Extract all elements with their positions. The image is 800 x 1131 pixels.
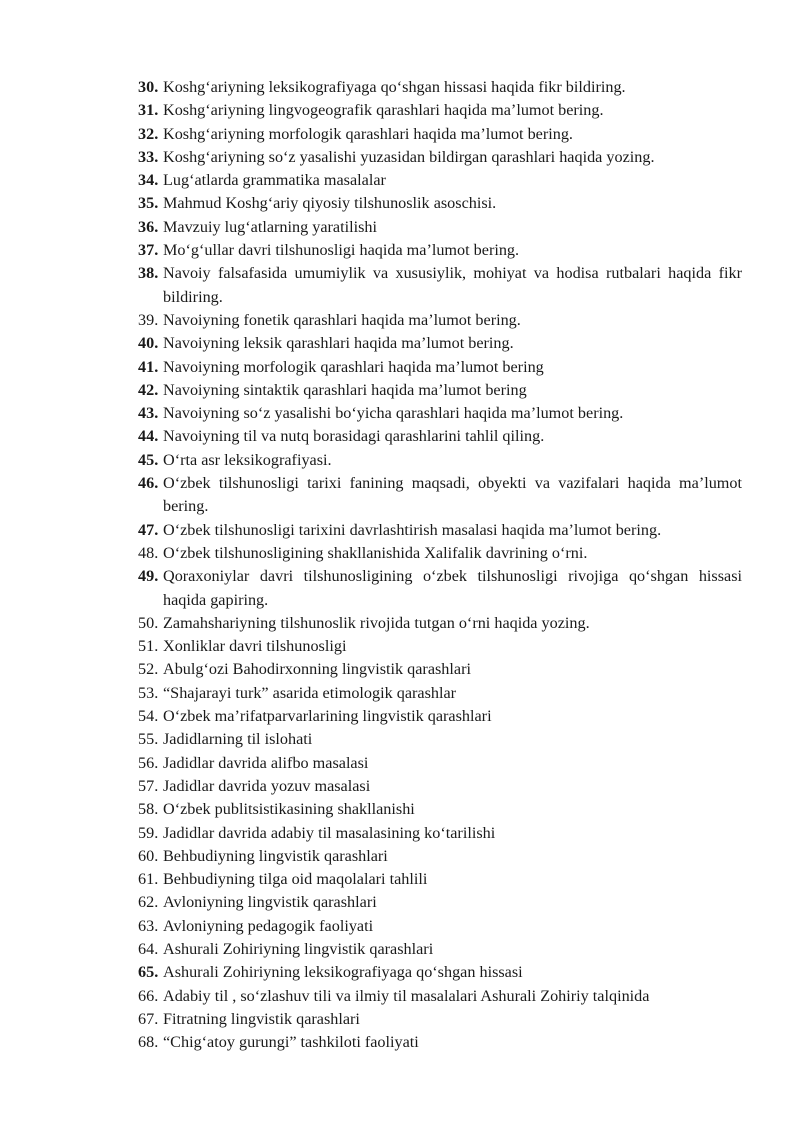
- question-number: 58.: [138, 800, 159, 819]
- question-text: Navoiyning sintaktik qarashlari haqida ma’lumot bering: [163, 380, 527, 399]
- question-number: 64.: [138, 939, 159, 958]
- list-item: [138, 1008, 742, 1031]
- list-item: [138, 402, 742, 425]
- list-item: [138, 565, 742, 612]
- question-number: 43.: [138, 404, 159, 423]
- list-item: [138, 938, 742, 961]
- question-text: Navoiy falsafasida umumiylik va xususiylik, mohiyat va hodisa rutbalari haqida fikr bildiring.: [163, 264, 742, 306]
- list-item: [138, 798, 742, 821]
- question-number: 34.: [138, 171, 159, 190]
- question-number: 61.: [138, 870, 159, 889]
- question-number: 33.: [138, 147, 159, 166]
- list-item: [138, 216, 742, 239]
- list-item: [138, 146, 742, 169]
- document-page: [138, 76, 742, 1054]
- question-number: 32.: [138, 124, 159, 143]
- question-number: 65.: [138, 963, 159, 982]
- question-text: Avloniyning lingvistik qarashlari: [163, 893, 377, 912]
- question-number: 62.: [138, 893, 159, 912]
- list-item: [138, 705, 742, 728]
- question-number: 44.: [138, 427, 159, 446]
- question-number: 35.: [138, 194, 159, 213]
- question-number: 41.: [138, 357, 159, 376]
- list-item: [138, 123, 742, 146]
- question-number: 67.: [138, 1009, 159, 1028]
- question-number: 47.: [138, 520, 159, 539]
- list-item: [138, 449, 742, 472]
- question-number: 45.: [138, 450, 159, 469]
- list-item: [138, 915, 742, 938]
- question-text: O‘zbek tilshunosligining shakllanishida Xalifalik davrining o‘rni.: [163, 543, 588, 562]
- question-number: 48.: [138, 543, 159, 562]
- list-item: [138, 472, 742, 519]
- question-text: O‘rta asr leksikografiyasi.: [163, 450, 332, 469]
- list-item: [138, 682, 742, 705]
- question-number: 37.: [138, 241, 159, 260]
- question-text: Abulg‘ozi Bahodirxonning lingvistik qarashlari: [163, 660, 471, 679]
- question-text: Ashurali Zohiriyning lingvistik qarashlari: [163, 939, 434, 958]
- question-number: 42.: [138, 380, 159, 399]
- question-text: Mahmud Koshg‘ariy qiyosiy tilshunoslik asoschisi.: [163, 194, 497, 213]
- question-text: Koshg‘ariyning lingvogeografik qarashlari haqida ma’lumot bering.: [163, 101, 604, 120]
- question-text: O‘zbek tilshunosligi tarixi fanining maqsadi, obyekti va vazifalari haqida ma’lumot bering.: [163, 474, 742, 516]
- question-text: Ashurali Zohiriyning leksikografiyaga qo‘shgan hissasi: [163, 963, 523, 982]
- question-text: Qoraxoniylar davri tilshunosligining o‘zbek tilshunosligi rivojiga qo‘shgan hissasi haqida gapiring.: [163, 567, 742, 609]
- list-item: [138, 985, 742, 1008]
- list-item: [138, 379, 742, 402]
- question-text: O‘zbek publitsistikasining shakllanishi: [163, 800, 415, 819]
- list-item: [138, 845, 742, 868]
- list-item: [138, 169, 742, 192]
- question-text: Lug‘atlarda grammatika masalalar: [163, 171, 386, 190]
- question-number: 54.: [138, 707, 159, 726]
- list-item: [138, 728, 742, 751]
- question-number: 53.: [138, 683, 159, 702]
- list-item: [138, 262, 742, 309]
- question-list: [138, 76, 742, 1054]
- question-number: 57.: [138, 776, 159, 795]
- question-number: 31.: [138, 101, 159, 120]
- question-text: Mavzuiy lug‘atlarning yaratilishi: [163, 217, 377, 236]
- list-item: [138, 612, 742, 635]
- list-item: [138, 635, 742, 658]
- question-text: Navoiyning so‘z yasalishi bo‘yicha qarashlari haqida ma’lumot bering.: [163, 404, 624, 423]
- list-item: [138, 309, 742, 332]
- question-text: O‘zbek ma’rifatparvarlarining lingvistik qarashlari: [163, 707, 492, 726]
- question-number: 38.: [138, 264, 159, 283]
- question-text: Jadidlarning til islohati: [163, 730, 313, 749]
- question-text: “Shajarayi turk” asarida etimologik qarashlar: [163, 683, 457, 702]
- question-text: Behbudiyning lingvistik qarashlari: [163, 846, 388, 865]
- question-number: 46.: [138, 474, 159, 493]
- question-number: 59.: [138, 823, 159, 842]
- question-number: 49.: [138, 567, 159, 586]
- question-text: “Chig‘atoy gurungi” tashkiloti faoliyati: [163, 1033, 419, 1052]
- list-item: [138, 356, 742, 379]
- list-item: [138, 542, 742, 565]
- question-text: Koshg‘ariyning leksikografiyaga qo‘shgan hissasi haqida fikr bildiring.: [163, 78, 626, 96]
- question-text: Zamahshariyning tilshunoslik rivojida tutgan o‘rni haqida yozing.: [163, 613, 590, 632]
- question-text: Navoiyning morfologik qarashlari haqida ma’lumot bering: [163, 357, 544, 376]
- list-item: [138, 891, 742, 914]
- question-number: 36.: [138, 217, 159, 236]
- question-number: 50.: [138, 613, 159, 632]
- question-text: Xonliklar davri tilshunosligi: [163, 637, 347, 656]
- list-item: [138, 99, 742, 122]
- question-text: Koshg‘ariyning so‘z yasalishi yuzasidan bildirgan qarashlari haqida yozing.: [163, 147, 655, 166]
- question-text: Jadidlar davrida alifbo masalasi: [163, 753, 369, 772]
- question-number: 55.: [138, 730, 159, 749]
- question-text: Navoiyning leksik qarashlari haqida ma’lumot bering.: [163, 334, 514, 353]
- question-number: 30.: [138, 78, 159, 96]
- list-item: [138, 961, 742, 984]
- question-text: Behbudiyning tilga oid maqolalari tahlili: [163, 870, 428, 889]
- list-item: [138, 192, 742, 215]
- question-number: 40.: [138, 334, 159, 353]
- list-item: [138, 752, 742, 775]
- list-item: [138, 868, 742, 891]
- question-text: Fitratning lingvistik qarashlari: [163, 1009, 360, 1028]
- question-number: 56.: [138, 753, 159, 772]
- question-text: Navoiyning til va nutq borasidagi qarashlarini tahlil qiling.: [163, 427, 545, 446]
- question-text: Jadidlar davrida adabiy til masalasining ko‘tarilishi: [163, 823, 496, 842]
- question-number: 68.: [138, 1033, 159, 1052]
- question-text: O‘zbek tilshunosligi tarixini davrlashtirish masalasi haqida ma’lumot bering.: [163, 520, 662, 539]
- list-item: [138, 76, 742, 99]
- question-text: Koshg‘ariyning morfologik qarashlari haqida ma’lumot bering.: [163, 124, 573, 143]
- question-number: 63.: [138, 916, 159, 935]
- list-item: [138, 332, 742, 355]
- question-text: Avloniyning pedagogik faoliyati: [163, 916, 374, 935]
- question-text: Jadidlar davrida yozuv masalasi: [163, 776, 371, 795]
- question-number: 66.: [138, 986, 159, 1005]
- list-item: [138, 239, 742, 262]
- question-number: 39.: [138, 310, 159, 329]
- list-item: [138, 658, 742, 681]
- question-number: 60.: [138, 846, 159, 865]
- list-item: [138, 775, 742, 798]
- list-item: [138, 425, 742, 448]
- list-item: [138, 519, 742, 542]
- question-text: Adabiy til , so‘zlashuv tili va ilmiy til masalalari Ashurali Zohiriy talqinida: [163, 986, 650, 1005]
- list-item: [138, 1031, 742, 1054]
- question-number: 51.: [138, 637, 159, 656]
- list-item: [138, 822, 742, 845]
- question-number: 52.: [138, 660, 159, 679]
- question-text: Mo‘g‘ullar davri tilshunosligi haqida ma’lumot bering.: [163, 241, 520, 260]
- question-text: Navoiyning fonetik qarashlari haqida ma’lumot bering.: [163, 310, 521, 329]
